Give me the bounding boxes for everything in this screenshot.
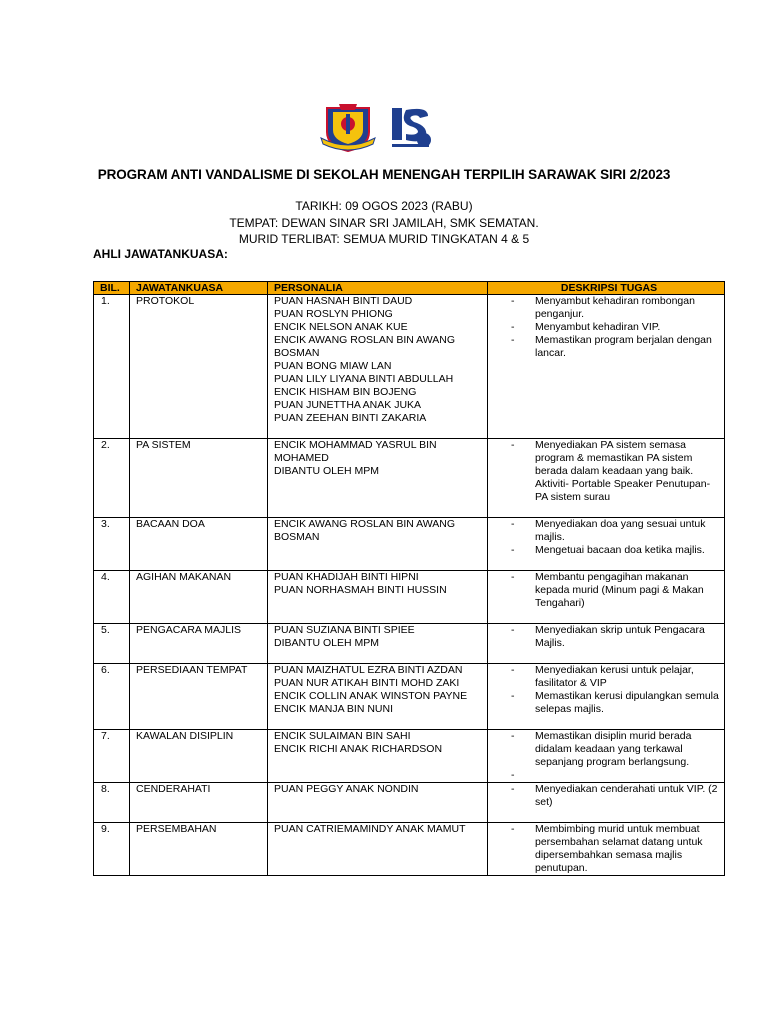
- personnel-cell: [268, 295, 488, 439]
- personnel-name: PUAN LILY LIYANA BINTI ABDULLAH: [274, 373, 454, 385]
- task-item: - Memastikan kerusi dipulangkan semula selepas majlis.: [488, 690, 724, 716]
- column-header-jawatankuasa: JAWATANKUASA: [130, 282, 268, 295]
- task-cell: [488, 730, 725, 783]
- event-info: [0, 198, 768, 248]
- personnel-name: DIBANTU OLEH MPM: [274, 637, 380, 649]
- table-row: [94, 664, 725, 730]
- task-item: - Menyambut kehadiran VIP.: [488, 321, 724, 334]
- personnel-name: PUAN SUZIANA BINTI SPIEE: [274, 624, 415, 636]
- row-number: 9.: [94, 823, 130, 876]
- personnel-cell: [268, 664, 488, 730]
- personnel-name: PUAN CATRIEMAMINDY ANAK MAMUT: [274, 823, 466, 835]
- personnel-name: MOHAMED: [274, 452, 329, 464]
- task-item: - Menyediakan skrip untuk Pengacara Majlis.: [488, 624, 724, 650]
- event-venue: TEMPAT: DEWAN SINAR SRI JAMILAH, SMK SEMATAN.: [229, 215, 539, 230]
- task-item: - Menyediakan kerusi untuk pelajar, fasilitator & VIP: [488, 664, 724, 690]
- task-item: - Menyambut kehadiran rombongan penganjur.: [488, 295, 724, 321]
- task-list: [488, 518, 724, 557]
- task-item: - Membantu pengagihan makanan kepada murid (Minum pagi & Makan Tengahari): [488, 571, 724, 610]
- task-list: [488, 571, 724, 610]
- personnel-name: PUAN NORHASMAH BINTI HUSSIN: [274, 584, 447, 596]
- personnel-cell: [268, 439, 488, 518]
- task-cell: [488, 783, 725, 823]
- personnel-cell: [268, 730, 488, 783]
- table-row: [94, 439, 725, 518]
- personnel-cell: [268, 783, 488, 823]
- personnel-cell: [268, 571, 488, 624]
- personnel-name: PUAN BONG MIAW LAN: [274, 360, 392, 372]
- jabatan-pendidikan-25-icon: [388, 104, 433, 150]
- personnel-name: BOSMAN: [274, 347, 320, 359]
- logo-row: [0, 102, 768, 152]
- personnel-name: ENCIK AWANG ROSLAN BIN AWANG: [274, 518, 456, 530]
- committee-name: PERSEDIAAN TEMPAT: [130, 664, 268, 730]
- table-row: [94, 783, 725, 823]
- task-list: [488, 295, 724, 360]
- event-date: TARIKH: 09 OGOS 2023 (RABU): [295, 199, 473, 213]
- row-number: 1.: [94, 295, 130, 439]
- table-row: [94, 624, 725, 664]
- personnel-name: ENCIK AWANG ROSLAN BIN AWANG: [274, 334, 456, 346]
- committee-name: PA SISTEM: [130, 439, 268, 518]
- personnel-name: PUAN NUR ATIKAH BINTI MOHD ZAKI: [274, 677, 460, 689]
- committee-heading: AHLI JAWATANKUASA:: [93, 247, 228, 261]
- personnel-name: ENCIK RICHI ANAK RICHARDSON: [274, 743, 443, 755]
- task-item: - Memastikan program berjalan dengan lancar.: [488, 334, 724, 360]
- task-item: - Menyediakan doa yang sesuai untuk majlis.: [488, 518, 724, 544]
- task-item: - Mengetuai bacaan doa ketika majlis.: [488, 544, 724, 557]
- task-cell: [488, 439, 725, 518]
- task-item: - Membimbing murid untuk membuat persembahan selamat datang untuk dipersembahkan semasa majlis penutupan.: [488, 823, 724, 875]
- personnel-name: ENCIK SULAIMAN BIN SAHI: [274, 730, 411, 742]
- row-number: 5.: [94, 624, 130, 664]
- column-header-deskripsi: DESKRIPSI TUGAS: [488, 282, 725, 295]
- personnel-name: DIBANTU OLEH MPM: [274, 465, 380, 477]
- row-number: 4.: [94, 571, 130, 624]
- row-number: 2.: [94, 439, 130, 518]
- personnel-name: ENCIK COLLIN ANAK WINSTON PAYNE: [274, 690, 468, 702]
- table-row: [94, 730, 725, 783]
- task-list: [488, 730, 724, 782]
- personnel-name: ENCIK NELSON ANAK KUE: [274, 321, 408, 333]
- committee-name: AGIHAN MAKANAN: [130, 571, 268, 624]
- task-list: [488, 823, 724, 875]
- task-list: [488, 783, 724, 809]
- committee-table: [93, 281, 725, 876]
- task-cell: [488, 571, 725, 624]
- row-number: 7.: [94, 730, 130, 783]
- table-row: [94, 571, 725, 624]
- school-crest-icon: [319, 102, 377, 152]
- committee-name: PENGACARA MAJLIS: [130, 624, 268, 664]
- committee-name: CENDERAHATI: [130, 783, 268, 823]
- table-body: [94, 295, 725, 876]
- personnel-name: PUAN JUNETTHA ANAK JUKA: [274, 399, 422, 411]
- personnel-name: ENCIK HISHAM BIN BOJENG: [274, 386, 417, 398]
- task-cell: [488, 518, 725, 571]
- personnel-name: PUAN KHADIJAH BINTI HIPNI: [274, 571, 419, 583]
- task-item: [488, 769, 724, 782]
- row-number: 3.: [94, 518, 130, 571]
- table-row: [94, 823, 725, 876]
- personnel-name: BOSMAN: [274, 531, 320, 543]
- row-number: 8.: [94, 783, 130, 823]
- column-header-personalia: PERSONALIA: [268, 282, 488, 295]
- task-cell: [488, 823, 725, 876]
- personnel-name: ENCIK MANJA BIN NUNI: [274, 703, 394, 715]
- task-list: [488, 664, 724, 716]
- personnel-name: PUAN ZEEHAN BINTI ZAKARIA: [274, 412, 427, 424]
- column-header-bil: BIL.: [94, 282, 130, 295]
- task-item: - Memastikan disiplin murid berada didalam keadaan yang terkawal sepanjang program berlangsung.: [488, 730, 724, 769]
- committee-name: PROTOKOL: [130, 295, 268, 439]
- committee-name: PERSEMBAHAN: [130, 823, 268, 876]
- personnel-name: PUAN PEGGY ANAK NONDIN: [274, 783, 419, 795]
- task-cell: [488, 624, 725, 664]
- task-list: [488, 624, 724, 650]
- personnel-cell: [268, 518, 488, 571]
- page-title: PROGRAM ANTI VANDALISME DI SEKOLAH MENENGAH TERPILIH SARAWAK SIRI 2/2023: [97, 167, 671, 182]
- event-participants: MURID TERLIBAT: SEMUA MURID TINGKATAN 4 & 5: [238, 232, 530, 246]
- table-row: [94, 295, 725, 439]
- committee-name: BACAAN DOA: [130, 518, 268, 571]
- committee-name: KAWALAN DISIPLIN: [130, 730, 268, 783]
- row-number: 6.: [94, 664, 130, 730]
- table-row: [94, 518, 725, 571]
- personnel-name: PUAN HASNAH BINTI DAUD: [274, 295, 413, 307]
- personnel-cell: [268, 823, 488, 876]
- task-list: [488, 439, 724, 504]
- table-header-row: [94, 282, 725, 295]
- personnel-name: ENCIK MOHAMMAD YASRUL BIN: [274, 439, 437, 451]
- personnel-cell: [268, 624, 488, 664]
- task-item: - Menyediakan cenderahati untuk VIP. (2 set): [488, 783, 724, 809]
- task-cell: [488, 664, 725, 730]
- personnel-name: PUAN MAIZHATUL EZRA BINTI AZDAN: [274, 664, 463, 676]
- task-item: - Menyediakan PA sistem semasa program & memastikan PA sistem berada dalam keadaan yang baik. Aktiviti- Portable Speaker Penutupan- PA sistem surau: [488, 439, 724, 504]
- task-cell: [488, 295, 725, 439]
- personnel-name: PUAN ROSLYN PHIONG: [274, 308, 393, 320]
